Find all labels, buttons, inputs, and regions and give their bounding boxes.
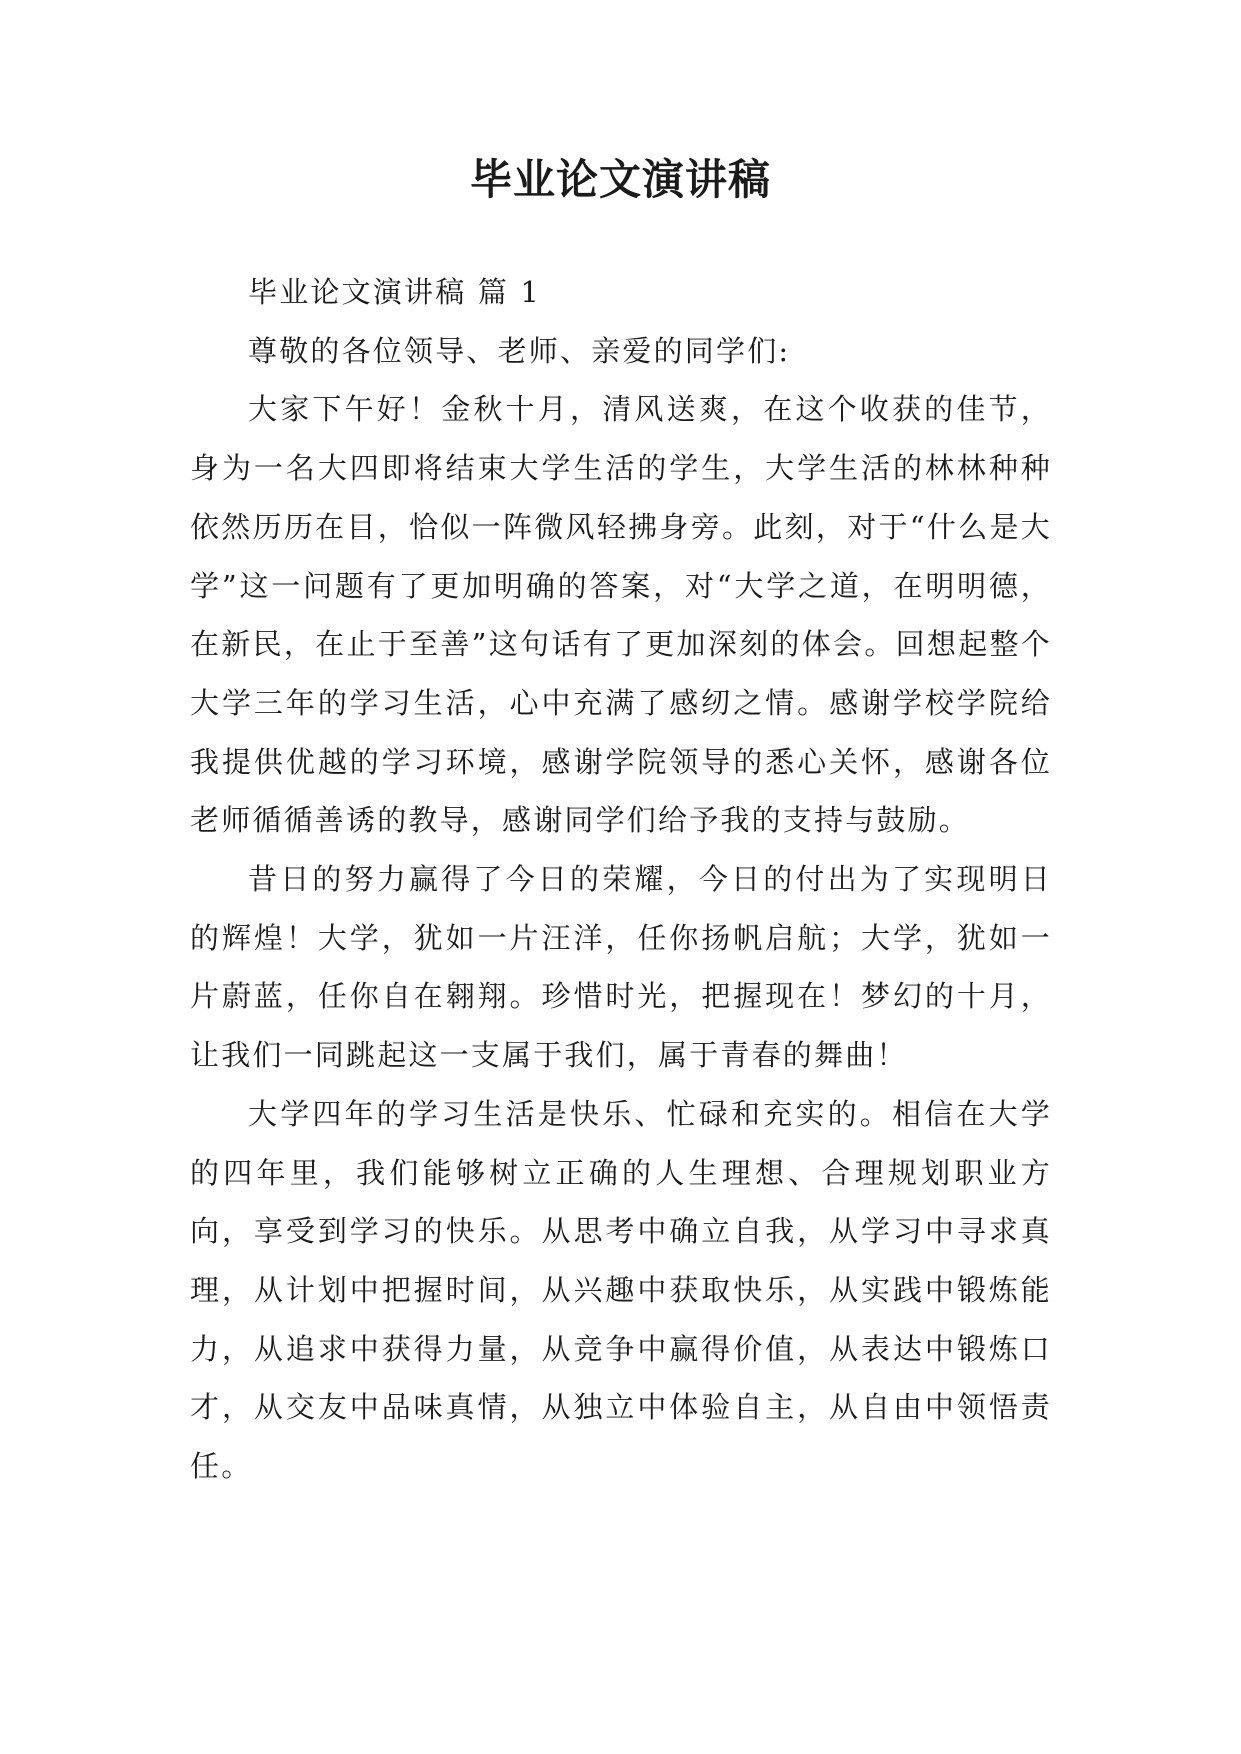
- salutation: 尊敬的各位领导、老师、亲爱的同学们:: [248, 333, 791, 368]
- document-body: [190, 263, 1052, 1496]
- paragraph: 昔日的努力赢得了今日的荣耀，今日的付出为了实现明日的辉煌！大学，犹如一片汪洋，任你扬帆启航；大学，犹如一片蔚蓝，任你自在翱翔。珍惜时光，把握现在！梦幻的十月，让我们一同跳起这一支属于我们，属于青春的舞曲！: [190, 862, 1052, 1073]
- paragraph: 大学四年的学习生活是快乐、忙碌和充实的。相信在大学的四年里，我们能够树立正确的人生理想、合理规划职业方向，享受到学习的快乐。从思考中确立自我，从学习中寻求真理，从计划中把握时间，从兴趣中获取快乐，从实践中锻炼能力，从追求中获得力量，从竞争中赢得价值，从表达中锻炼口才，从交友中品味真情，从独立中体验自主，从自由中领悟责任。: [190, 1096, 1052, 1484]
- paragraph: 大家下午好！金秋十月，清风送爽，在这个收获的佳节，身为一名大四即将结束大学生活的学生，大学生活的林林种种依然历历在目，恰似一阵微风轻拂身旁。此刻，对于“什么是大学”这一问题有了更加明确的答案，对“大学之道，在明明德，在新民，在止于至善”这句话有了更加深刻的体会。回想起整个大学三年的学习生活，心中充满了感纫之情。感谢学校学院给我提供优越的学习环境，感谢学院领导的悉心关怀，感谢各位老师循循善诱的教导，感谢同学们给予我的支持与鼓励。: [190, 392, 1052, 838]
- section-heading: 毕业论文演讲稿 篇 1: [248, 275, 542, 309]
- document-title: 毕业论文演讲稿: [469, 155, 771, 204]
